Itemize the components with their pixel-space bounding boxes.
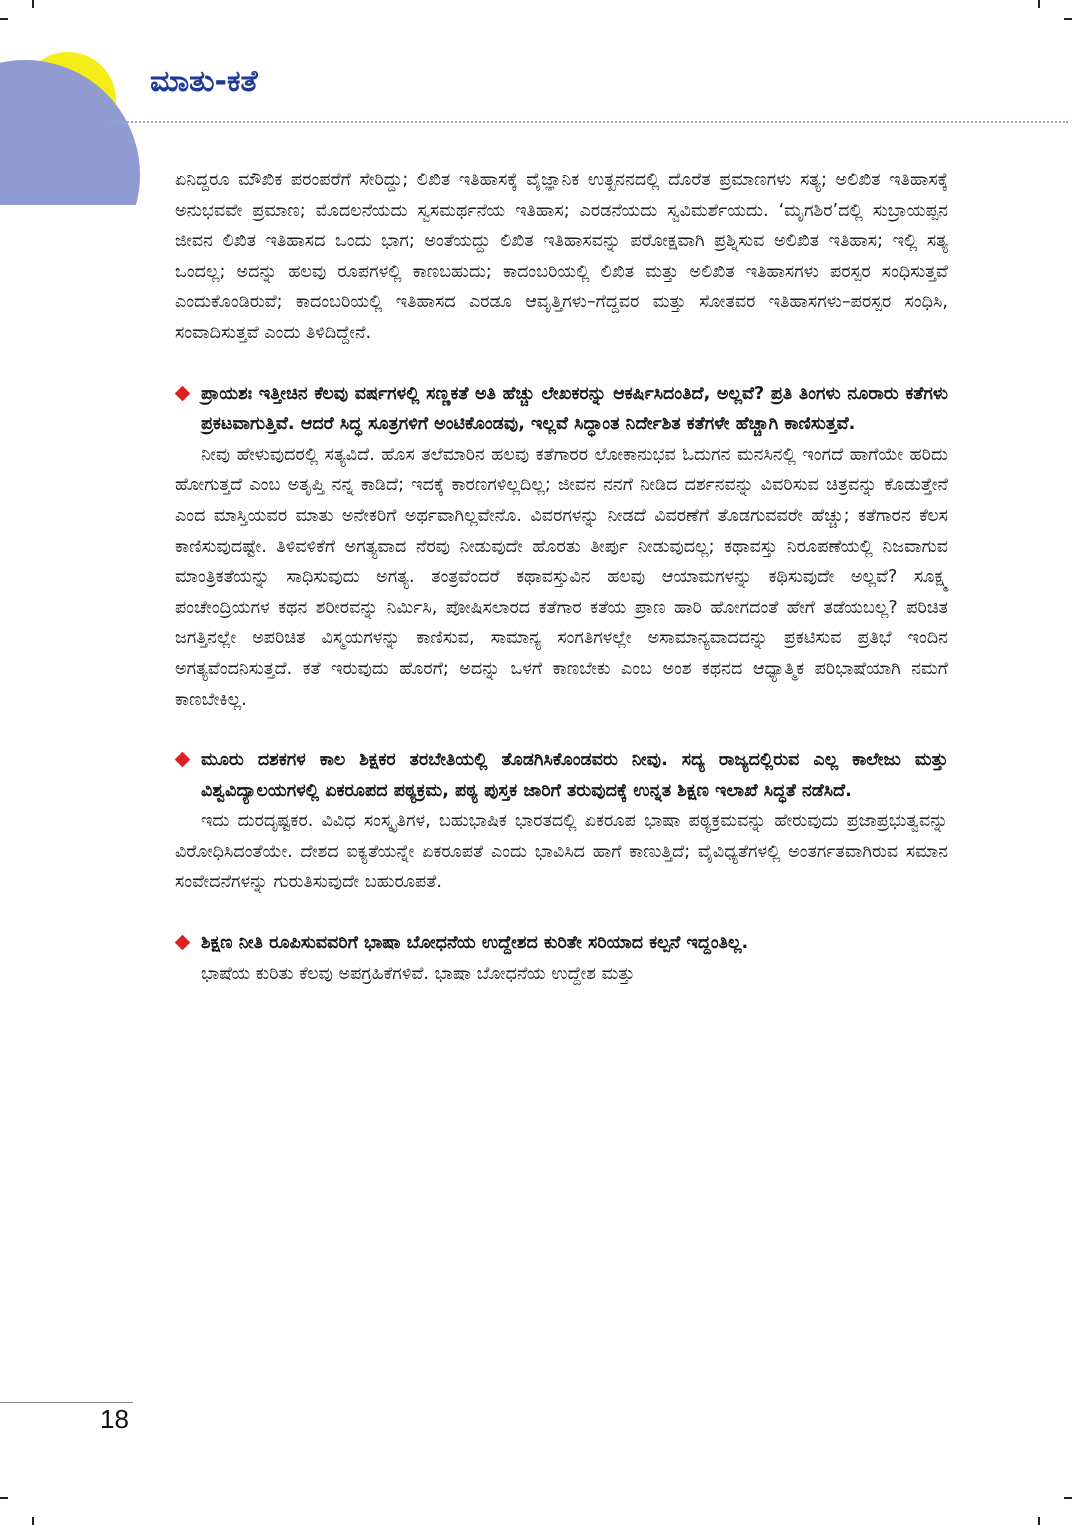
crop-mark [32,0,34,8]
footer-rule [0,1402,133,1403]
answer-paragraph: ನೀವು ಹೇಳುವುದರಲ್ಲಿ ಸತ್ಯವಿದೆ. ಹೊಸ ತಲೆಮಾರಿನ ಹಲವು ಕತೆಗಾರರ ಲೋಕಾನುಭವ ಓದುಗನ ಮನಸಿನಲ್ಲಿ ಇಂಗದೆ ಹಾಗೆಯೇ ಹರಿದು ಹೋಗುತ್ತದೆ ಎಂಬ ಅತೃಪ್ತಿ ನನ್ನ ಕಾಡಿದೆ; ಇದಕ್ಕೆ ಕಾರಣಗಳಿಲ್ಲದಿಲ್ಲ; ಜೀವನ ನನಗೆ ನೀಡಿದ ದರ್ಶನವನ್ನು ವಿವರಿಸುವ ಚಿತ್ರವನ್ನು ಕೊಡುತ್ತೇನೆ ಎಂದ ಮಾಸ್ತಿಯವರ ಮಾತು ಅನೇಕರಿಗೆ ಅರ್ಥವಾಗಿಲ್ಲವೇನೊ. ವಿವರಗಳನ್ನು ನೀಡದೆ ವಿವರಣೆಗೆ ತೊಡಗುವವರೇ ಹೆಚ್ಚು; ಕತೆಗಾರನ ಕೆಲಸ ಕಾಣಿಸುವುದಷ್ಟೇ. ತಿಳಿವಳಿಕೆಗೆ ಅಗತ್ಯವಾದ ನೆರವು ನೀಡುವುದೇ ಹೊರತು ತೀರ್ಪು ನೀಡುವುದಲ್ಲ; ಕಥಾವಸ್ತು ನಿರೂಪಣೆಯಲ್ಲಿ ನಿಜವಾಗುವ ಮಾಂತ್ರಿಕತೆಯನ್ನು ಸಾಧಿಸುವುದು ಅಗತ್ಯ. ತಂತ್ರವೆಂದರೆ ಕಥಾವಸ್ತುವಿನ ಹಲವು ಆಯಾಮಗಳನ್ನು ಕಥಿಸುವುದೇ ಅಲ್ಲವೆ? ಸೂಕ್ಷ್ಮ ಪಂಚೇಂದ್ರಿಯಗಳ ಕಥನ ಶರೀರವನ್ನು ನಿರ್ಮಿಸಿ, ಪೋಷಿಸಲಾರದ ಕತೆಗಾರ ಕತೆಯ ಪ್ರಾಣ ಹಾರಿ ಹೋಗದಂತೆ ಹೇಗೆ ತಡೆಯಬಲ್ಲ? ಪರಿಚಿತ ಜಗತ್ತಿನಲ್ಲೇ ಅಪರಿಚಿತ ವಿಸ್ಮಯಗಳನ್ನು ಕಾಣಿಸುವ, ಸಾಮಾನ್ಯ ಸಂಗತಿಗಳಲ್ಲೇ ಅಸಾಮಾನ್ಯವಾದದನ್ನು ಪ್ರಕಟಿಸುವ ಪ್ರತಿಭೆ ಇಂದಿನ ಅಗತ್ಯವೆಂದನಿಸುತ್ತದೆ. ಕತೆ ಇರುವುದು ಹೊರಗೆ; ಅದನ್ನು ಒಳಗೆ ಕಾಣಬೇಕು ಎಂಬ ಅಂಶ ಕಥನದ ಆಧ್ಯಾತ್ಮಿಕ ಪರಿಭಾಷೆಯಾಗಿ ನಮಗೆ ಕಾಣಬೇಕಿಲ್ಲ. [175,444,948,710]
crop-mark [32,1517,34,1525]
page-number: 18 [100,1404,129,1434]
answer-paragraph: ಭಾಷೆಯ ಕುರಿತು ಕೆಲವು ಅಪಗ್ರಹಿಕೆಗಳಿವೆ. ಭಾಷಾ ಬೋಧನೆಯ ಉದ್ದೇಶ ಮತ್ತು [201,963,635,984]
article-body [175,165,948,989]
interview-question [175,379,948,440]
diamond-bullet-icon [175,385,191,401]
header-decoration-blue-circle [0,60,140,205]
section-title: ಮಾತು-ಕತೆ [150,64,258,99]
crop-mark [0,18,8,20]
crop-mark [0,1497,8,1499]
interview-question [175,745,948,806]
header-dotted-rule [108,121,1068,123]
question-text: ಶಿಕ್ಷಣ ನೀತಿ ರೂಪಿಸುವವರಿಗೆ ಭಾಷಾ ಬೋಧನೆಯ ಉದ್ದೇಶದ ಕುರಿತೇ ಸರಿಯಾದ ಕಲ್ಪನೆ ಇದ್ದಂತಿಲ್ಲ. [201,933,749,954]
crop-mark [1038,0,1040,8]
diamond-bullet-icon [175,935,191,951]
diamond-bullet-icon [175,752,191,768]
interview-question [175,928,948,959]
crop-mark [1064,1497,1072,1499]
question-text: ಮೂರು ದಶಕಗಳ ಕಾಲ ಶಿಕ್ಷಕರ ತರಬೇತಿಯಲ್ಲಿ ತೊಡಗಿಸಿಕೊಂಡವರು ನೀವು. ಸದ್ಯ ರಾಜ್ಯದಲ್ಲಿರುವ ಎಲ್ಲ ಕಾಲೇಜು ಮತ್ತು ವಿಶ್ವವಿದ್ಯಾಲಯಗಳಲ್ಲಿ ಏಕರೂಪದ ಪಠ್ಯಕ್ರಮ, ಪಠ್ಯ ಪುಸ್ತಕ ಜಾರಿಗೆ ತರುವುದಕ್ಕೆ ಉನ್ನತ ಶಿಕ್ಷಣ ಇಲಾಖೆ ಸಿದ್ಧತೆ ನಡೆಸಿದೆ. [201,750,948,801]
answer-paragraph: ಇದು ದುರದೃಷ್ಟಕರ. ವಿವಿಧ ಸಂಸ್ಕೃತಿಗಳ, ಬಹುಭಾಷಿಕ ಭಾರತದಲ್ಲಿ ಏಕರೂಪ ಭಾಷಾ ಪಠ್ಯಕ್ರಮವನ್ನು ಹೇರುವುದು ಪ್ರಜಾಪ್ರಭುತ್ವವನ್ನು ವಿರೋಧಿಸಿದಂತೆಯೇ. ದೇಶದ ಐಕ್ಯತೆಯನ್ನೇ ಏಕರೂಪತೆ ಎಂದು ಭಾವಿಸಿದ ಹಾಗೆ ಕಾಣುತ್ತಿದೆ; ವೈವಿಧ್ಯತೆಗಳಲ್ಲಿ ಅಂತರ್ಗತವಾಗಿರುವ ಸಮಾನ ಸಂವೇದನೆಗಳನ್ನು ಗುರುತಿಸುವುದೇ ಬಹುರೂಪತೆ. [175,811,948,893]
crop-mark [1064,18,1072,20]
question-text: ಪ್ರಾಯಶಃ ಇತ್ತೀಚಿನ ಕೆಲವು ವರ್ಷಗಳಲ್ಲಿ ಸಣ್ಣಕತೆ ಅತಿ ಹೆಚ್ಚು ಲೇಖಕರನ್ನು ಆಕರ್ಷಿಸಿದಂತಿದೆ, ಅಲ್ಲವೆ? ಪ್ರತಿ ತಿಂಗಳು ನೂರಾರು ಕತೆಗಳು ಪ್ರಕಟವಾಗುತ್ತಿವೆ. ಆದರೆ ಸಿದ್ಧ ಸೂತ್ರಗಳಿಗೆ ಅಂಟಿಕೊಂಡವು, ಇಲ್ಲವೆ ಸಿದ್ಧಾಂತ ನಿರ್ದೇಶಿತ ಕತೆಗಳೇ ಹೆಚ್ಚಾಗಿ ಕಾಣಿಸುತ್ತವೆ. [201,383,948,435]
answer-paragraph: ಏನಿದ್ದರೂ ಮೌಖಿಕ ಪರಂಪರೆಗೆ ಸೇರಿದ್ದು; ಲಿಖಿತ ಇತಿಹಾಸಕ್ಕೆ ವೈಜ್ಞಾನಿಕ ಉತ್ಖನನದಲ್ಲಿ ದೊರೆತ ಪ್ರಮಾಣಗಳು ಸತ್ಯ; ಅಲಿಖಿತ ಇತಿಹಾಸಕ್ಕೆ ಅನುಭವವೇ ಪ್ರಮಾಣ; ಮೊದಲನೆಯದು ಸ್ವಸಮರ್ಥನೆಯ ಇತಿಹಾಸ; ಎರಡನೆಯದು ಸ್ವವಿಮರ್ಶೆಯದು. ‘ಮೃಗಶಿರ’ದಲ್ಲಿ ಸುಬ್ರಾಯಪ್ಪನ ಜೀವನ ಲಿಖಿತ ಇತಿಹಾಸದ ಒಂದು ಭಾಗ; ಅಂತೆಯದ್ದು ಲಿಖಿತ ಇತಿಹಾಸವನ್ನು ಪರೋಕ್ಷವಾಗಿ ಪ್ರಶ್ನಿಸುವ ಅಲಿಖಿತ ಇತಿಹಾಸ; ಇಲ್ಲಿ ಸತ್ಯ ಒಂದಲ್ಲ; ಅದನ್ನು ಹಲವು ರೂಪಗಳಲ್ಲಿ ಕಾಣಬಹುದು; ಕಾದಂಬರಿಯಲ್ಲಿ ಲಿಖಿತ ಮತ್ತು ಅಲಿಖಿತ ಇತಿಹಾಸಗಳು ಪರಸ್ಪರ ಸಂಧಿಸುತ್ತವೆ ಎಂದುಕೊಂಡಿರುವೆ; ಕಾದಂಬರಿಯಲ್ಲಿ ಇತಿಹಾಸದ ಎರಡೂ ಆವೃತ್ತಿಗಳು–ಗೆದ್ದವರ ಮತ್ತು ಸೋತವರ ಇತಿಹಾಸಗಳು–ಪರಸ್ಪರ ಸಂಧಿಸಿ, ಸಂವಾದಿಸುತ್ತವೆ ಎಂದು ತಿಳಿದಿದ್ದೇನೆ. [175,170,948,343]
crop-mark [1038,1517,1040,1525]
